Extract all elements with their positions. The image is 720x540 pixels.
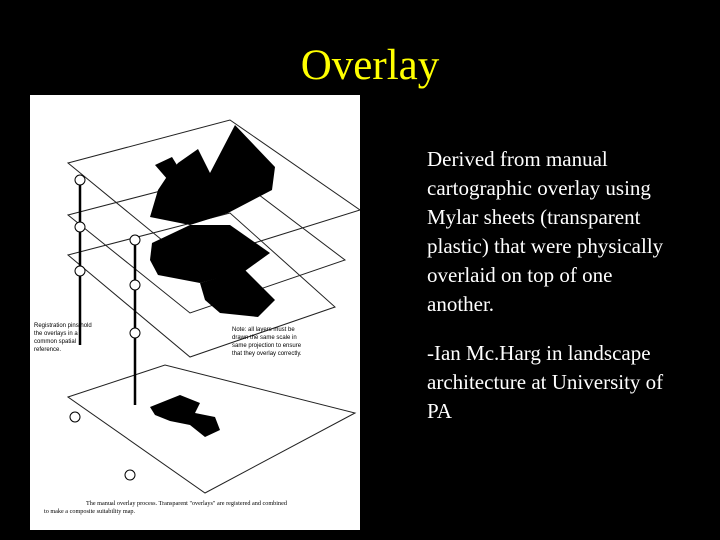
pin-hole [75, 175, 85, 185]
map-feature-composite [150, 395, 220, 437]
scale-note-line: that they overlay correctly. [232, 351, 302, 357]
attribution: -Ian Mc.Harg in landscape architecture at University of PA [427, 341, 664, 423]
overlay-diagram [30, 95, 360, 530]
registration-note-line: reference. [34, 347, 62, 353]
slide-title: Overlay [300, 42, 440, 89]
pin-hole [70, 412, 80, 422]
scale-note-line: Note: all layers must be [232, 327, 295, 333]
map-feature-middle [150, 225, 270, 283]
registration-note-line: the overlays in a [34, 331, 78, 337]
pin-hole [130, 280, 140, 290]
body-text [427, 145, 667, 446]
registration-note-line: Registration pins hold [34, 323, 92, 329]
pin-hole [130, 328, 140, 338]
figure-caption-line: The manual overlay process. Transparent "overlays" are registered and combined [86, 500, 287, 507]
registration-note [34, 323, 93, 353]
pin-hole [75, 222, 85, 232]
figure-caption-line: to make a composite suitability map. [44, 508, 136, 515]
pin-hole [75, 266, 85, 276]
pin-hole [130, 235, 140, 245]
scale-note [232, 327, 303, 357]
figure-caption [44, 500, 288, 515]
pin-hole [125, 470, 135, 480]
overlay-diagram-drawing [30, 95, 360, 530]
scale-note-line: drawn the same scale in [232, 335, 297, 341]
scale-note-line: same projection to ensure [232, 343, 302, 349]
registration-note-line: common spatial [34, 339, 77, 345]
body-paragraph: Derived from manual cartographic overlay using Mylar sheets (transparent plastic) that were physically overlaid on top of one another. [427, 147, 664, 316]
